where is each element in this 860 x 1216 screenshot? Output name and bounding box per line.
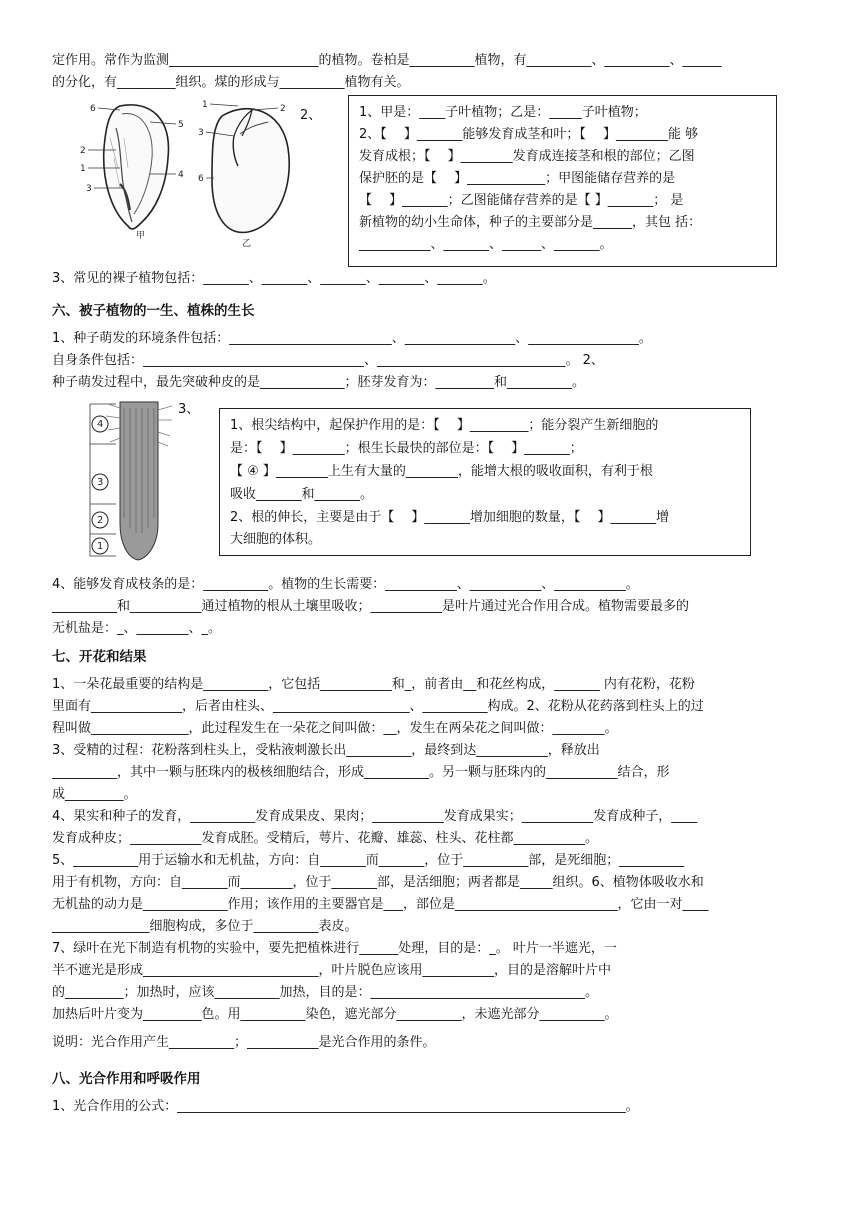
root-question-box bbox=[219, 408, 751, 556]
section-7-line-7: 4、果实和种子的发育，__________发育成果皮、果肉；___________发育成果实；___________发育成种子，____ bbox=[52, 809, 698, 824]
section-6-line-1: 1、种子萌发的环境条件包括：_________________________、_________________、_________________。 bbox=[52, 331, 652, 346]
seed-box-line-4: 保护胚的是【 】____________；甲图能储存营养的是 bbox=[359, 171, 676, 186]
seed-figure-b bbox=[198, 96, 298, 248]
root-box-line-2: 是：【 】________；根生长最快的部位是：【 】_______； bbox=[230, 441, 583, 456]
seed-box-line-6: 新植物的幼小生命体，种子的主要部分是______，其包 括： bbox=[359, 215, 702, 230]
item-number-3: 3、 bbox=[178, 402, 200, 417]
section-6-after-2: __________和___________通过植物的根从土壤里吸收；___________是叶片通过光合作用合成。植物需要最多的 bbox=[52, 599, 690, 614]
root-box-line-3: 【 ④ 】________上生有大量的________，能增大根的吸收面积，有利于根 bbox=[230, 464, 653, 479]
section-6-line-2: 自身条件包括：__________________________________、_____________________________。 2、 bbox=[52, 353, 604, 368]
section-7-line-4: 3、受精的过程：花粉落到柱头上，受粘液刺激长出__________，最终到达___________，释放出 bbox=[52, 743, 600, 758]
root-box-line-1: 1、根尖结构中，起保护作用的是：【 】_________；能分裂产生新细胞的 bbox=[230, 418, 659, 433]
section-7-title: 七、开花和结果 bbox=[52, 649, 147, 665]
section-7-line-2: 里面有______________，后者由柱头、_____________________、__________构成。2、花粉从花药落到柱头上的过 bbox=[52, 699, 704, 714]
fig-a-label-3: 3 bbox=[86, 184, 92, 194]
fig-b-label-1: 1 bbox=[202, 100, 208, 110]
section-7-line-9: 5、__________用于运输水和无机盐，方向：自_______而_______，位于__________部，是死细胞；__________ bbox=[52, 853, 685, 868]
fig-a-label-5: 5 bbox=[178, 120, 184, 130]
fig-a-label-1: 1 bbox=[80, 164, 86, 174]
intro-line-1: 定作用。常作为监测_______________________的植物。卷柏是__________植物，有__________、__________、______ bbox=[52, 53, 722, 68]
section-7-line-10: 用于有机物，方向：自_______而________，位于_______部，是活细胞；两者都是_____组织。6、植物体吸收水和 bbox=[52, 875, 704, 890]
section-7-line-11: 无机盐的动力是_____________作用；该作用的主要器官是___，部位是_________________________，它由一对____ bbox=[52, 897, 709, 912]
intro-line-2: 的分化，有_________组织。煤的形成与__________植物有关。 bbox=[52, 75, 410, 90]
root-label-4: 4 bbox=[97, 419, 104, 430]
root-label-1: 1 bbox=[97, 541, 104, 552]
root-tip-figure bbox=[88, 398, 172, 564]
fig-b-label-3: 3 bbox=[198, 128, 204, 138]
section-7-line-8: 发育成种皮；___________发育成胚。受精后，萼片、花瓣、雄蕊、柱头、花柱都___________。 bbox=[52, 831, 599, 846]
fig-b-label-2: 2 bbox=[280, 104, 286, 114]
section-6-line-3: 种子萌发过程中，最先突破种皮的是_____________；胚芽发育为：_________和__________。 bbox=[52, 375, 586, 390]
item-number-2: 2、 bbox=[300, 108, 322, 123]
seed-box-line-7: ___________、_______、______、_______。 bbox=[359, 237, 613, 252]
gymnosperm-line: 3、常见的裸子植物包括：_______、_______、_______、_______、_______。 bbox=[52, 271, 496, 286]
section-6-after-1: 4、能够发育成枝条的是：__________。植物的生长需要：___________、___________、___________。 bbox=[52, 577, 639, 592]
fig-a-label-2: 2 bbox=[80, 146, 86, 156]
seed-box-line-1: 1、甲是：____子叶植物；乙是：_____子叶植物； bbox=[359, 105, 647, 120]
root-box-line-5: 2、根的伸长，主要是由于【 】_______增加细胞的数量，【 】_______增 bbox=[230, 510, 670, 525]
seed-figure-a bbox=[80, 98, 190, 240]
section-7-line-14: 半不遮光是形成___________________________，叶片脱色应该用___________，目的是溶解叶片中 bbox=[52, 963, 612, 978]
fig-b-caption: 乙 bbox=[242, 239, 252, 248]
section-6-after-3: 无机盐是：_、________、_。 bbox=[52, 621, 222, 636]
section-7-line-13: 7、绿叶在光下制造有机物的实验中，要先把植株进行______处理，目的是：_。 叶片一半遮光，一 bbox=[52, 941, 617, 956]
fig-a-label-6: 6 bbox=[90, 104, 96, 114]
section-7-line-3: 程叫做_______________，此过程发生在一朵花之间叫做：__，发生在两朵花之间叫做：________。 bbox=[52, 721, 618, 736]
section-6-title: 六、被子植物的一生、植株的生长 bbox=[52, 303, 255, 319]
fig-a-label-4: 4 bbox=[178, 170, 184, 180]
section-7-line-17: 说明：光合作用产生__________；___________是光合作用的条件。 bbox=[52, 1035, 436, 1050]
root-label-3: 3 bbox=[97, 477, 104, 488]
seed-box-line-2: 2、【 】_______能够发育成茎和叶；【 】________能 够 bbox=[359, 127, 699, 142]
section-7-line-12: _______________细胞构成，多位于__________表皮。 bbox=[52, 919, 358, 934]
fig-a-caption: 甲 bbox=[136, 231, 146, 240]
section-8-line-1: 1、光合作用的公式：_____________________________________________________________________。 bbox=[52, 1099, 639, 1114]
section-7-line-1: 1、一朵花最重要的结构是__________，它包括___________和_，前者由__和花丝构成，_______ 内有花粉，花粉 bbox=[52, 677, 695, 692]
root-box-line-6: 大细胞的体积。 bbox=[230, 532, 322, 547]
seed-box-line-5: 【 】_______；乙图能储存营养的是【 】_______； 是 bbox=[359, 193, 684, 208]
section-7-line-6: 成_________。 bbox=[52, 787, 137, 802]
section-7-line-5: __________，其中一颗与胚珠内的极核细胞结合，形成__________。另一颗与胚珠内的___________结合，形 bbox=[52, 765, 670, 780]
seed-box-line-3: 发育成根；【 】________发育成连接茎和根的部位；乙图 bbox=[359, 149, 695, 164]
seed-question-box bbox=[348, 95, 777, 267]
section-7-line-15: 的_________；加热时，应该__________加热，目的是：_________________________________。 bbox=[52, 985, 599, 1000]
root-box-line-4: 吸收_______和_______。 bbox=[230, 487, 374, 502]
root-label-2: 2 bbox=[97, 515, 104, 526]
section-8-title: 八、光合作用和呼吸作用 bbox=[52, 1071, 201, 1087]
section-7-line-16: 加热后叶片变为_________色。用__________染色，遮光部分__________，未遮光部分__________。 bbox=[52, 1007, 618, 1022]
fig-b-label-6: 6 bbox=[198, 174, 204, 184]
